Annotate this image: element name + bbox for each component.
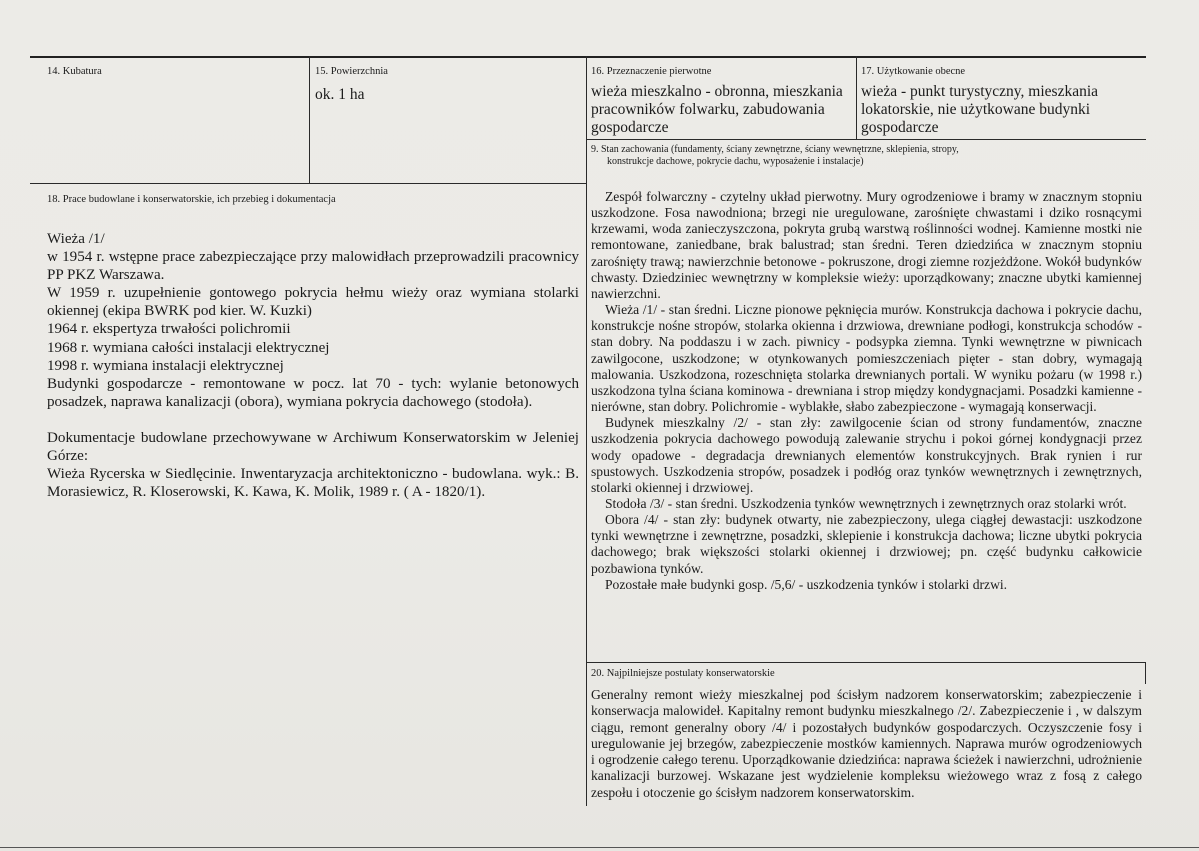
prace-line: 1998 r. wymiana instalacji elektrycznej (47, 357, 284, 374)
przeznaczenie-label: 16. Przeznaczenie pierwotne (591, 66, 712, 77)
stan-zachowania-label-line1: 9. Stan zachowania (fundamenty, ściany zewnętrzne, ściany wewnętrzne, sklepienia, stropy, (591, 144, 959, 155)
prace-line: Wieża Rycerska w Siedlęcinie. Inwentaryzacja architektoniczno - budowlana. wyk.: B. Morasiewicz, R. Kloserowski, K. Kawa, K. Molik, 1989 r. ( A - 1820/1). (47, 466, 579, 501)
uzytkowanie-label: 17. Użytkowanie obecne (861, 66, 966, 77)
powierzchnia-label: 15. Powierzchnia (315, 66, 388, 77)
divider-9-20 (586, 662, 1146, 663)
spacer (47, 411, 579, 429)
prace-line: Dokumentacje budowlane przechowywane w Archiwum Konserwatorskim w Jeleniej Górze: (47, 429, 579, 465)
postulaty-text: Generalny remont wieży mieszkalnej pod ścisłym nadzorem konserwatorskim; zabezpieczenie i konserwacja malowideł. Kapitalny remont budynku mieszkalnego /2/. Zabezpieczenie i , w dalszym ciągu, remont generalny obory /4/ i pozostałych budynków gospodarczych. Oczyszczenie fosy i uregulowanie jej brzegów, zabezpieczenie mostków kamiennych. Naprawa murów ogrodzeniowych i ogrodzenie całego terenu. Uporządkowanie dziedzińca: naprawa ścieżek i nawierzchni, udrożnienie kanalizacji burzowej. Wskazane jest wydzielenie kompleksu wieżowego wraz z fosą z całego zespołu i otoczenie go ścisłym nadzorem konserwatorskim. (591, 687, 1142, 800)
prace-line: Wieża /1/ (47, 231, 105, 247)
divider-14-15 (309, 56, 310, 183)
powierzchnia-value: ok. 1 ha (315, 86, 365, 103)
prace-line: 1968 r. wymiana całości instalacji elektrycznej (47, 339, 330, 356)
prace-label: 18. Prace budowlane i konserwatorskie, ich przebieg i dokumentacja (47, 194, 336, 205)
form-top-border (30, 56, 1146, 58)
form-bottom-edge (0, 847, 1199, 848)
divider-16-9 (586, 139, 1146, 140)
prace-line: w 1954 r. wstępne prace zabezpieczające przy malowidłach przeprowadzili pracownicy PP PKZ Warszawa. (47, 249, 579, 284)
stan-paragraph: Zespół folwarczny - czytelny układ pierwotny. Mury ogrodzeniowe i bramy w znacznym stopniu uszkodzone. Fosa nawodniona; brzegi nie uregulowane, zarośnięte chwastami i dziko rosnącymi krzewami, woda zanieczyszczona, pokryta grubą warstwą roślinności wodnej. Kamienne mostki nie remontowane, zaniedbane, brak balustrad; stan średni. Teren dziedzińca w znacznym stopniu zarośnięty trawą; nawierzchnie betonowe - pokruszone, drogi ziemne rozjeżdżone. Wokół budynków chwasty. Dziedziniec wewnętrzny w kompleksie wieży: uporządkowany; znaczne ubytki kamiennej nawierzchni. (591, 189, 1142, 301)
stan-zachowania-text (591, 189, 1142, 593)
divider-16-17 (856, 56, 857, 140)
prace-text (47, 230, 579, 501)
divider-15-18 (30, 183, 587, 184)
right-border-20 (1145, 662, 1146, 684)
stan-paragraph: Obora /4/ - stan zły: budynek otwarty, nie zabezpieczony, ulega ciągłej dewastacji: uszkodzone tynki wewnętrzne i zewnętrzne, posadzki, sklepienie i konstrukcja dachowa; liczne ubytki pokrycia dachowego; brak większości stolarki okiennej i drzwiowej; pn. część budynku całkowicie pozbawiona tynków. (591, 512, 1142, 576)
kubatura-label: 14. Kubatura (47, 66, 102, 77)
przeznaczenie-value: wieża mieszkalno - obronna, mieszkania pracowników folwarku, zabudowania gospodarcze (591, 83, 843, 136)
stan-paragraph: Wieża /1/ - stan średni. Liczne pionowe pęknięcia murów. Konstrukcja dachowa i pokrycie dachu, konstrukcje nośne stropów, stolarka okienna i drzwiowa, drewniane podłogi, konstrukcja schodów - stan dobry. Na poddaszu i w zach. piwnicy - podsypka ziemna. Tynki wewnętrzne w piwnicach zawilgocone, uszkodzone; w otynkowanych pomieszczeniach pięter - stan dobry, wymagają malowania. Uszkodzona, rozeschnięta stolarka drewnianych portali. W wyniku pożaru (w 1998 r.) uszkodzona tylna ściana kominowa - drewniana i strop między kondygnacjami. Posadzki kamienne - nierówne, stan dobry. Polichromie - wyblakłe, słabo zabezpieczone - wymagają konserwacji. (591, 302, 1142, 415)
stan-paragraph: Stodoła /3/ - stan średni. Uszkodzenia tynków wewnętrznych i zewnętrznych oraz stolarki wrót. (605, 495, 1127, 511)
stan-zachowania-label-line2: konstrukcje dachowe, pokrycie dachu, wyposażenie i instalacje) (607, 156, 864, 167)
stan-paragraph: Pozostałe małe budynki gosp. /5,6/ - uszkodzenia tynków i stolarki drzwi. (605, 576, 1008, 592)
uzytkowanie-value: wieża - punkt turystyczny, mieszkania lokatorskie, nie użytkowane budynki gospodarcze (861, 83, 1099, 136)
stan-paragraph: Budynek mieszkalny /2/ - stan zły: zawilgocenie ścian od strony fundamentów, znaczne uszkodzenia pokrycia dachowego powodują zalewanie strychu i pokoi górnej kondygnacji przez wody opadowe - degradacja drewnianych elementów konstrukcyjnych. Brak rynien i rur spustowych. Uszkodzenia stropów, posadzek i podłóg oraz tynków wewnętrznych i zewnętrznych, stolarki okiennej i drzwiowej. (591, 415, 1142, 495)
prace-line: W 1959 r. uzupełnienie gontowego pokrycia hełmu wieży oraz wymiana stolarki okiennej (ekipa BWRK pod kier. W. Kuzki) (47, 285, 579, 320)
prace-line: Budynki gospodarcze - remontowane w pocz. lat 70 - tych: wylanie betonowych posadzek, naprawa kanalizacji (obora), wymiana pokrycia dachowego (stodoła). (47, 375, 579, 410)
prace-line: 1964 r. ekspertyza trwałości polichromii (47, 321, 291, 338)
divider-15-16 (586, 56, 587, 806)
postulaty-label: 20. Najpilniejsze postulaty konserwatorskie (591, 668, 775, 679)
